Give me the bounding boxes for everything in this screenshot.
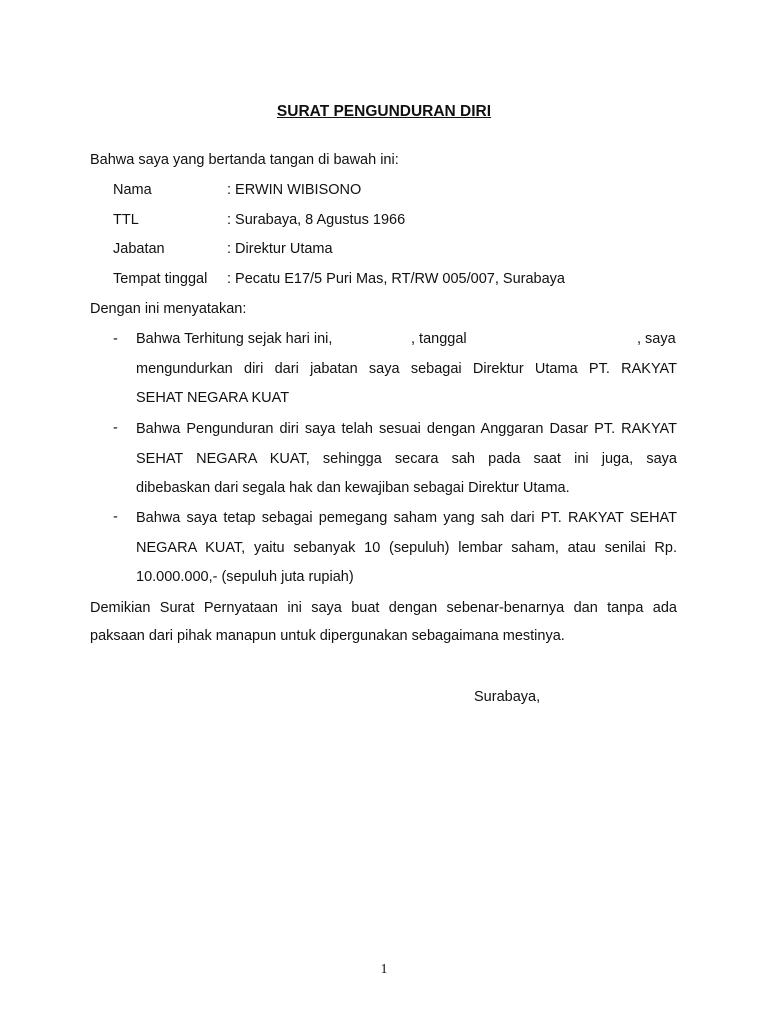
item-1-line-3: SEHAT NEGARA KUAT xyxy=(136,390,290,406)
bullet-dash: - xyxy=(113,331,118,347)
document-title: SURAT PENGUNDURAN DIRI xyxy=(276,103,492,120)
closing-line-2: paksaan dari pihak manapun untuk dipergunakan sebagaimana mestinya. xyxy=(90,628,565,644)
item-1-line-1-part-a: Bahwa Terhitung sejak hari ini, xyxy=(136,331,333,347)
item-2-line-3: dibebaskan dari segala hak dan kewajiban sebagai Direktur Utama. xyxy=(136,480,570,496)
item-2-line-1: Bahwa Pengunduran diri saya telah sesuai dengan Anggaran Dasar PT. RAKYAT xyxy=(136,421,677,437)
intro-text: Bahwa saya yang bertanda tangan di bawah ini: xyxy=(90,152,399,168)
item-3-line-1: Bahwa saya tetap sebagai pemegang saham yang sah dari PT. RAKYAT SEHAT xyxy=(136,510,677,526)
statement-intro: Dengan ini menyatakan: xyxy=(90,301,247,317)
item-2-line-2: SEHAT NEGARA KUAT, sehingga secara sah pada saat ini juga, saya xyxy=(136,451,677,467)
field-label-ttl: TTL xyxy=(113,212,139,228)
page-number: 1 xyxy=(380,962,388,977)
field-value-ttl: : Surabaya, 8 Agustus 1966 xyxy=(227,212,406,228)
item-3-line-3: 10.000.000,- (sepuluh juta rupiah) xyxy=(136,569,354,585)
field-value-jabatan: : Direktur Utama xyxy=(227,241,333,257)
item-3-line-2: NEGARA KUAT, yaitu sebanyak 10 (sepuluh) lembar saham, atau senilai Rp. xyxy=(136,540,677,556)
field-label-jabatan: Jabatan xyxy=(113,241,165,257)
signature-place: Surabaya, xyxy=(474,689,541,705)
field-value-tempat-tinggal: : Pecatu E17/5 Puri Mas, RT/RW 005/007, Surabaya xyxy=(227,271,565,287)
item-1-line-2: mengundurkan diri dari jabatan saya sebagai Direktur Utama PT. RAKYAT xyxy=(136,361,677,377)
item-1-line-1-part-b: , tanggal xyxy=(411,331,467,347)
field-label-tempat-tinggal: Tempat tinggal xyxy=(113,271,208,287)
field-value-nama: : ERWIN WIBISONO xyxy=(227,182,362,198)
field-label-nama: Nama xyxy=(113,182,152,198)
item-1-line-1-part-c: , saya xyxy=(637,331,676,347)
closing-line-1: Demikian Surat Pernyataan ini saya buat dengan sebenar-benarnya dan tanpa ada xyxy=(90,600,677,616)
bullet-dash: - xyxy=(113,420,118,436)
bullet-dash: - xyxy=(113,509,118,525)
